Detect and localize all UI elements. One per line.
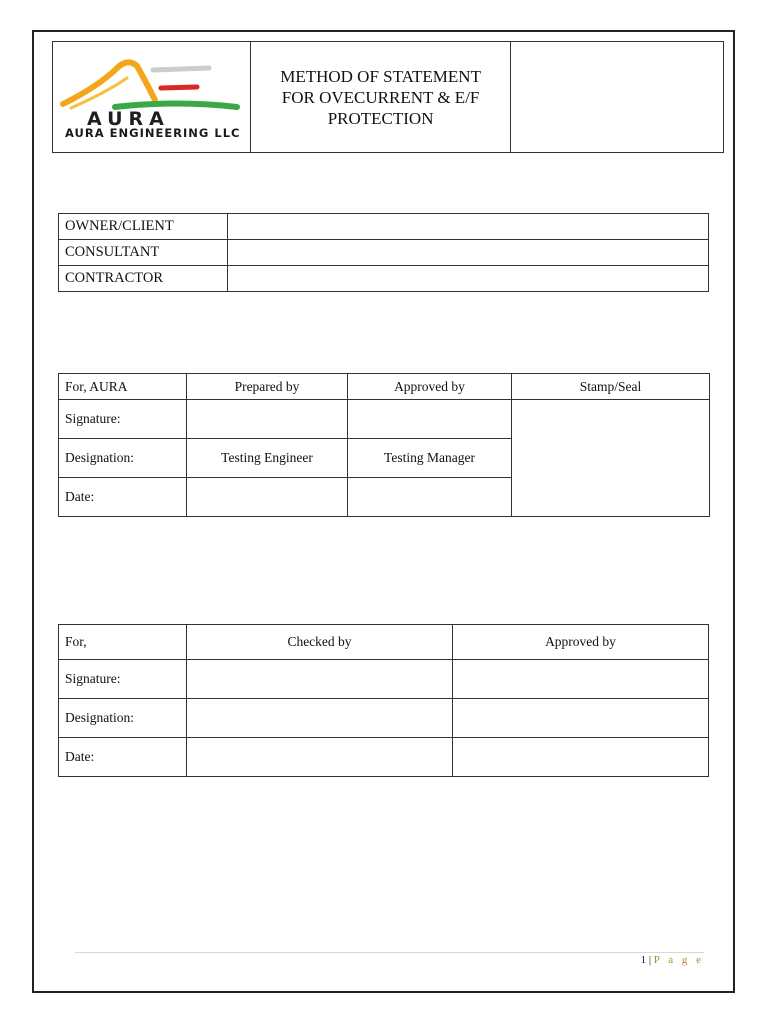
approved-designation-field[interactable] xyxy=(453,699,709,738)
approved-signature-field[interactable] xyxy=(453,660,709,699)
company-name: AURA ENGINEERING LLC xyxy=(65,126,241,140)
stamp-seal-area[interactable] xyxy=(512,400,710,517)
document-title xyxy=(251,42,511,153)
page-footer xyxy=(641,954,704,966)
date-label: Date: xyxy=(59,478,187,517)
check-table xyxy=(58,624,709,777)
logo-cell xyxy=(53,42,251,153)
table-row xyxy=(59,240,709,266)
prepared-signature-field[interactable] xyxy=(187,400,348,439)
designation-label: Designation: xyxy=(59,439,187,478)
stamp-seal-header: Stamp/Seal xyxy=(512,374,710,400)
table-row xyxy=(59,699,709,738)
title-line: PROTECTION xyxy=(327,108,434,128)
contractor-label: CONTRACTOR xyxy=(59,266,228,292)
contractor-field[interactable] xyxy=(228,266,709,292)
approved-date-field[interactable] xyxy=(348,478,512,517)
owner-client-label: OWNER/CLIENT xyxy=(59,214,228,240)
checked-date-field[interactable] xyxy=(187,738,453,777)
consultant-label: CONSULTANT xyxy=(59,240,228,266)
header-blank-cell xyxy=(511,42,724,153)
page-word: P a g e xyxy=(653,954,704,966)
checked-signature-field[interactable] xyxy=(187,660,453,699)
signature-label: Signature: xyxy=(59,660,187,699)
page-number: 1 xyxy=(640,954,647,966)
approved-date-field[interactable] xyxy=(453,738,709,777)
parties-table xyxy=(58,213,709,292)
page-separator: | xyxy=(648,954,652,966)
company-logo xyxy=(53,42,250,152)
prepared-date-field[interactable] xyxy=(187,478,348,517)
title-line: METHOD OF STATEMENT xyxy=(280,66,481,86)
header-table xyxy=(52,41,724,153)
approval-table xyxy=(58,373,710,517)
prepared-by-header: Prepared by xyxy=(187,374,348,400)
designation-label: Designation: xyxy=(59,699,187,738)
table-row xyxy=(59,214,709,240)
approved-designation: Testing Manager xyxy=(348,439,512,478)
checked-by-header: Checked by xyxy=(187,625,453,660)
aura-logo-icon xyxy=(57,52,247,127)
for-aura-header: For, AURA xyxy=(59,374,187,400)
table-row xyxy=(59,400,710,439)
table-row xyxy=(59,266,709,292)
signature-label: Signature: xyxy=(59,400,187,439)
table-row xyxy=(59,738,709,777)
footer-divider xyxy=(75,952,704,953)
logo-wordmark: AURA xyxy=(87,108,170,127)
title-line: FOR OVECURRENT & E/F xyxy=(281,87,480,107)
table-header-row xyxy=(59,374,710,400)
prepared-designation: Testing Engineer xyxy=(187,439,348,478)
consultant-field[interactable] xyxy=(228,240,709,266)
for-header: For, xyxy=(59,625,187,660)
checked-designation-field[interactable] xyxy=(187,699,453,738)
approved-signature-field[interactable] xyxy=(348,400,512,439)
table-header-row xyxy=(59,625,709,660)
approved-by-header: Approved by xyxy=(348,374,512,400)
approved-by-header: Approved by xyxy=(453,625,709,660)
table-row xyxy=(59,660,709,699)
date-label: Date: xyxy=(59,738,187,777)
owner-client-field[interactable] xyxy=(228,214,709,240)
